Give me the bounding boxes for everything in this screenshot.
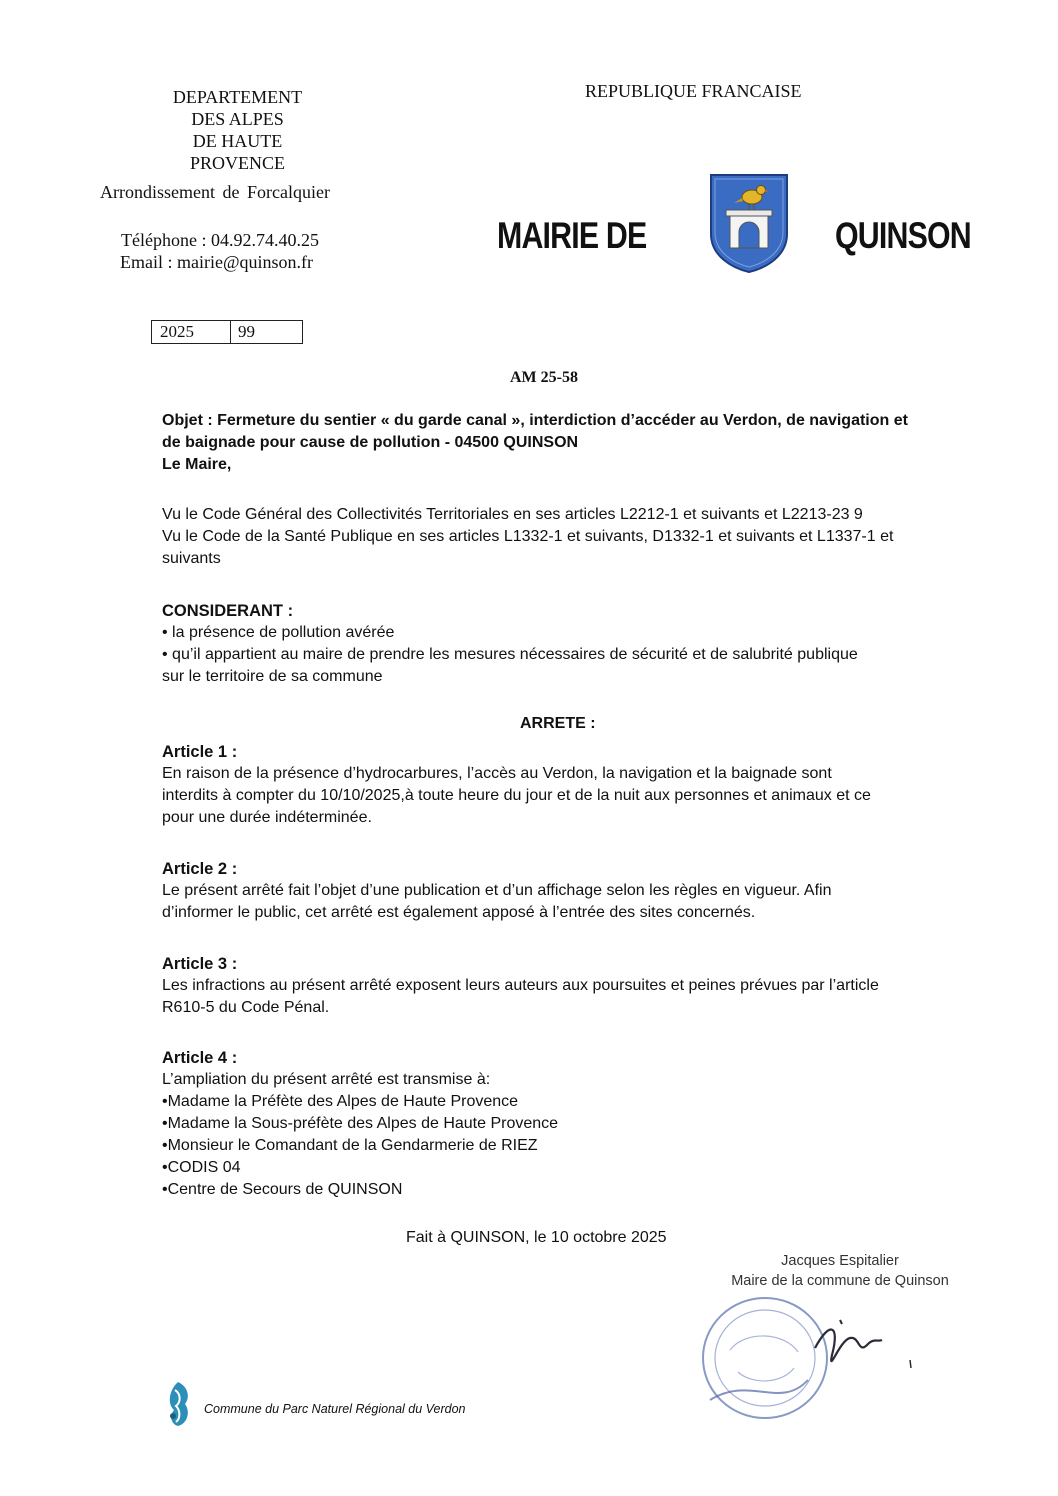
considerant-block — [162, 600, 952, 688]
considerant-heading: CONSIDERANT : — [162, 602, 294, 620]
footer-text: Commune du Parc Naturel Régional du Verdon — [204, 1402, 466, 1416]
decree-code: AM 25-58 — [510, 369, 578, 386]
reference-number: 99 — [238, 322, 255, 341]
recipient-item: •CODIS 04 — [162, 1159, 241, 1176]
article-line: Le présent arrêté fait l’objet d’une publication et d’un affichage selon les règles en vigueur. Afin — [162, 882, 832, 899]
arrete-heading: ARRETE : — [520, 715, 596, 732]
reference-year: 2025 — [160, 322, 194, 341]
recipient-item: •Centre de Secours de QUINSON — [162, 1181, 403, 1198]
article-line: En raison de la présence d’hydrocarbures, l’accès au Verdon, la navigation et la baignade sont — [162, 765, 832, 782]
article-line: Les infractions au présent arrêté exposent leurs auteurs aux poursuites et peines prévues par l’article — [162, 977, 879, 994]
dept-line: DE HAUTE PROVENCE — [189, 131, 285, 173]
signer-name: Jacques Espitalier — [781, 1253, 899, 1269]
article-1 — [162, 741, 952, 829]
considerant-line: • qu’il appartient au maire de prendre les mesures nécessaires de sécurité et de salubrité publique — [162, 646, 858, 663]
objet-line: Objet : Fermeture du sentier « du garde canal », interdiction d’accéder au Verdon, de navigation et — [162, 412, 908, 429]
republique-label: REPUBLIQUE FRANCAISE — [585, 81, 802, 101]
department-block — [150, 86, 325, 174]
recipient-item: •Madame la Sous-préfète des Alpes de Haute Provence — [162, 1115, 559, 1132]
signer-title: Maire de la commune de Quinson — [731, 1273, 949, 1289]
objet-block — [162, 410, 952, 476]
vu-block — [162, 504, 952, 570]
vu-line: suivants — [162, 550, 221, 567]
article-3 — [162, 953, 952, 1019]
article-2 — [162, 858, 952, 924]
article-line: L’ampliation du présent arrêté est transmise à: — [162, 1071, 491, 1088]
vu-line: Vu le Code de la Santé Publique en ses articles L1332-1 et suivants, D1332-1 et suivants et L1337-1 et — [162, 528, 894, 545]
vu-line: Vu le Code Général des Collectivités Territoriales en ses articles L2212-1 et suivants et L2213-23 9 — [162, 506, 863, 523]
reference-box — [151, 320, 303, 344]
reference-divider — [230, 321, 231, 343]
recipient-item: •Monsieur le Comandant de la Gendarmerie de RIEZ — [162, 1137, 538, 1154]
telephone: Téléphone : 04.92.74.40.25 — [121, 230, 319, 250]
dept-line: DES ALPES — [191, 109, 284, 129]
mairie-title-left: MAIRIE DE — [497, 215, 647, 256]
article-4 — [162, 1047, 952, 1201]
article-heading: Article 4 : — [162, 1049, 238, 1067]
official-stamp-icon — [690, 1280, 920, 1430]
article-line: R610-5 du Code Pénal. — [162, 999, 330, 1016]
article-heading: Article 2 : — [162, 860, 238, 878]
parc-verdon-logo-icon — [163, 1380, 193, 1428]
article-heading: Article 1 : — [162, 743, 238, 761]
considerant-line: sur le territoire de sa commune — [162, 668, 383, 685]
article-line: interdits à compter du 10/10/2025,à toute heure du jour et de la nuit aux personnes et animaux et ce — [162, 787, 871, 804]
considerant-line: • la présence de pollution avérée — [162, 624, 395, 641]
contact-block — [120, 229, 319, 273]
arrondissement: Arrondissement de Forcalquier — [100, 182, 330, 202]
quinson-crest-icon — [708, 172, 790, 274]
recipient-item: •Madame la Préfète des Alpes de Haute Provence — [162, 1093, 519, 1110]
fait-a-line: Fait à QUINSON, le 10 octobre 2025 — [406, 1229, 667, 1246]
dept-line: DEPARTEMENT — [172, 87, 303, 107]
email: Email : mairie@quinson.fr — [120, 252, 314, 272]
mairie-title-right: QUINSON — [835, 215, 971, 256]
article-heading: Article 3 : — [162, 955, 238, 973]
article-line: pour une durée indéterminée. — [162, 809, 372, 826]
le-maire: Le Maire, — [162, 456, 232, 473]
article-line: d’informer le public, cet arrêté est également apposé à l’entrée des sites concernés. — [162, 904, 756, 921]
objet-line: de baignade pour cause de pollution - 04500 QUINSON — [162, 434, 579, 451]
